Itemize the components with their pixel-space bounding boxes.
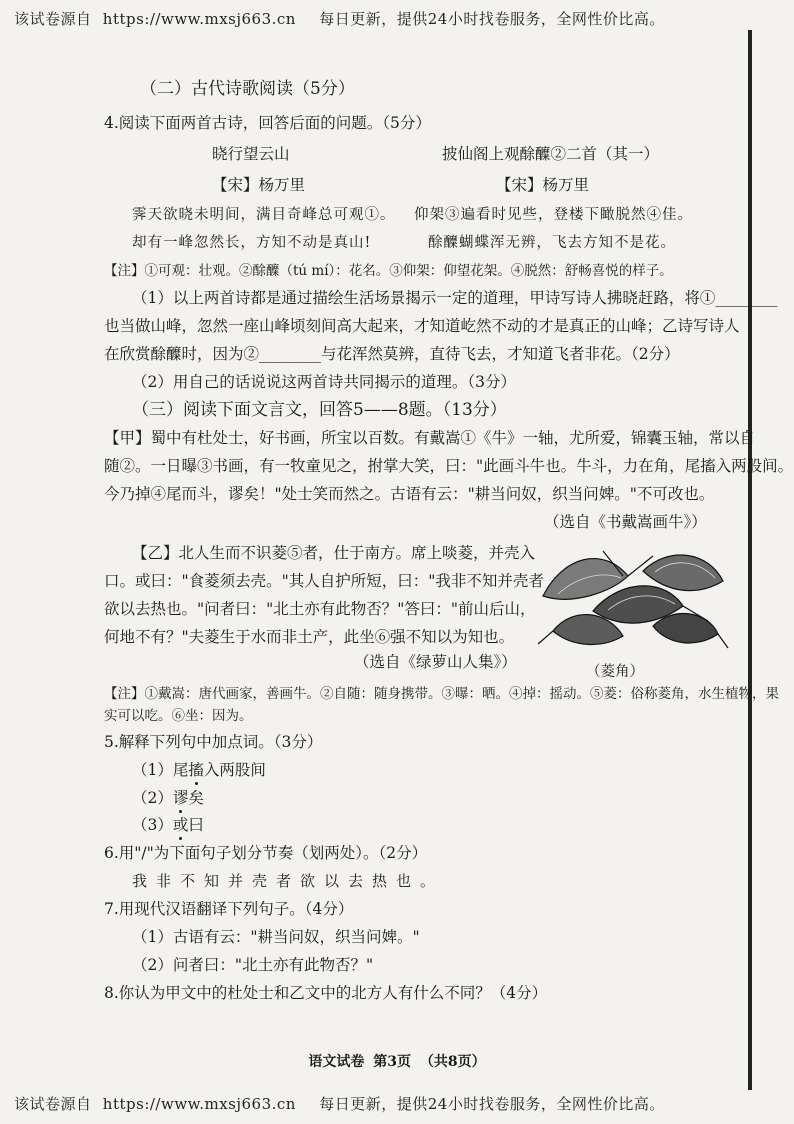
poem-note: 【注】①可观：壮观。②酴醾（tú mí）：花名。③仰架：仰望花架。④脱然：舒畅喜悦的样子。 bbox=[104, 263, 673, 279]
question-4-1-line1: （1）以上两首诗都是通过描绘生活场景揭示一定的道理，甲诗写诗人拂晓赶路，将①________ bbox=[132, 289, 778, 307]
poem2-line1: 仰架③遍看时见些，登楼下瞰脱然④佳。 bbox=[414, 207, 693, 223]
water-chestnut-illustration bbox=[533, 536, 731, 658]
passage-note-line2: 实可以吃。⑥坐：因为。 bbox=[104, 708, 253, 724]
q5-3-dotted-word: 或 bbox=[172, 816, 189, 834]
poem1-line2: 却有一峰忽然长，方知不动是真山! bbox=[132, 235, 372, 251]
question-4-2: （2）用自己的话说说这两首诗共同揭示的道理。（3分） bbox=[132, 373, 516, 391]
poem2-author: 【宋】杨万里 bbox=[496, 176, 590, 194]
q5-3-suffix: 曰 bbox=[188, 816, 204, 834]
illustration-caption: （菱角） bbox=[586, 664, 644, 680]
question-4-1-line2: 也当做山峰，忽然一座山峰顷刻间高大起来，才知道屹然不动的才是真正的山峰；乙诗写诗人 bbox=[104, 317, 740, 335]
bottom-banner-slogan: 每日更新，提供24小时找卷服务，全网性价比高。 bbox=[319, 1095, 665, 1113]
q5-1-dotted-word: 搐 bbox=[188, 761, 204, 779]
banner-url-link[interactable]: https://www.mxsj663.cn bbox=[102, 10, 296, 28]
q5-3-prefix: （3） bbox=[132, 816, 173, 834]
passage-jia-line3: 今乃掉④尾而斗，谬矣！"处士笑而然之。古语有云："耕当问奴，织当问婢。"不可改也。 bbox=[104, 485, 715, 503]
question-6-sentence: 我非不知并壳者欲以去热也。 bbox=[132, 872, 445, 890]
question-4: 4.阅读下面两首古诗，回答后面的问题。（5分） bbox=[104, 114, 431, 132]
q5-1-prefix: （1）尾 bbox=[132, 761, 189, 779]
bottom-banner-url-link[interactable]: https://www.mxsj663.cn bbox=[102, 1095, 296, 1113]
question-7: 7.用现代汉语翻译下列句子。（4分） bbox=[104, 900, 354, 918]
question-6: 6.用"/"为下面句子划分节奏（划两处）。（2分） bbox=[104, 844, 428, 862]
question-7-1: （1）古语有云："耕当问奴，织当问婢。" bbox=[132, 928, 420, 946]
passage-yi-line2: 口。或曰："食菱须去壳。"其人自护所短，曰："我非不知并壳者 bbox=[104, 572, 544, 590]
question-4-1-line3: 在欣赏酴醾时，因为②________与花浑然莫辨，直待飞去，才知道飞者非花。（2分） bbox=[104, 345, 680, 363]
question-7-2: （2）问者曰："北土亦有此物否？" bbox=[132, 956, 374, 974]
q5-2-dotted-word: 谬 bbox=[172, 789, 189, 807]
passage-yi-line3: 欲以去热也。"问者曰："北土亦有此物否？"答曰："前山后山， bbox=[104, 600, 536, 618]
footer-page-number: 第3页 bbox=[373, 1054, 411, 1070]
poem1-line1: 霁天欲晓未明间，满目奇峰总可观①。 bbox=[132, 207, 396, 223]
question-8: 8.你认为甲文中的杜处士和乙文中的北方人有什么不同？（4分） bbox=[104, 984, 548, 1002]
section2-heading: （二）古代诗歌阅读（5分） bbox=[140, 79, 355, 99]
page-edge-divider bbox=[748, 30, 752, 1090]
question-5-1 bbox=[132, 760, 266, 780]
question-5-3 bbox=[132, 815, 204, 835]
footer-subject: 语文试卷 bbox=[308, 1054, 365, 1070]
bottom-banner bbox=[14, 1093, 665, 1114]
passage-jia-line1: 【甲】蜀中有杜处士，好书画，所宝以百数。有戴嵩①《牛》一轴，尤所爱，锦囊玉轴，常以自 bbox=[104, 429, 756, 447]
q5-2-suffix: 矣 bbox=[188, 789, 204, 807]
question-5: 5.解释下列句中加点词。（3分） bbox=[104, 733, 323, 751]
q5-1-suffix: 入两股间 bbox=[203, 761, 266, 779]
footer-total-pages: （共8页） bbox=[419, 1054, 486, 1070]
passage-note-line1: 【注】①戴嵩：唐代画家，善画牛。②自随：随身携带。③曝：晒。④掉：摇动。⑤菱：俗称菱角，水生植物，果 bbox=[104, 686, 779, 702]
passage-jia-source: （选自《书戴嵩画牛》） bbox=[544, 513, 707, 531]
q5-2-prefix: （2） bbox=[132, 789, 173, 807]
poem2-title: 披仙阁上观酴醾②二首（其一） bbox=[442, 145, 660, 163]
poem1-title: 晓行望云山 bbox=[212, 145, 290, 163]
top-banner bbox=[14, 8, 665, 29]
passage-yi-line1: 【乙】北人生而不识菱⑤者，仕于南方。席上啖菱，并壳入 bbox=[132, 544, 536, 562]
poem1-author: 【宋】杨万里 bbox=[212, 176, 306, 194]
question-5-2 bbox=[132, 788, 204, 808]
passage-yi-line4: 何地不有？"夫菱生于水而非土产，此坐⑥强不知以为知也。 bbox=[104, 628, 515, 646]
bottom-banner-source-label: 该试卷源自 bbox=[14, 1095, 92, 1113]
section3-heading: （三）阅读下面文言文，回答5——8题。（13分） bbox=[132, 400, 507, 420]
page-footer bbox=[0, 1051, 794, 1071]
banner-source-label: 该试卷源自 bbox=[14, 10, 92, 28]
passage-yi-source: （选自《绿萝山人集》） bbox=[354, 653, 517, 671]
poem2-line2: 酴醾蝴蝶浑无辨，飞去方知不是花。 bbox=[428, 235, 676, 251]
passage-jia-line2: 随②。一日曝③书画，有一牧童见之，拊掌大笑，曰："此画斗牛也。牛斗，力在角，尾搐入两股间。 bbox=[104, 457, 794, 475]
banner-slogan: 每日更新，提供24小时找卷服务，全网性价比高。 bbox=[319, 10, 665, 28]
